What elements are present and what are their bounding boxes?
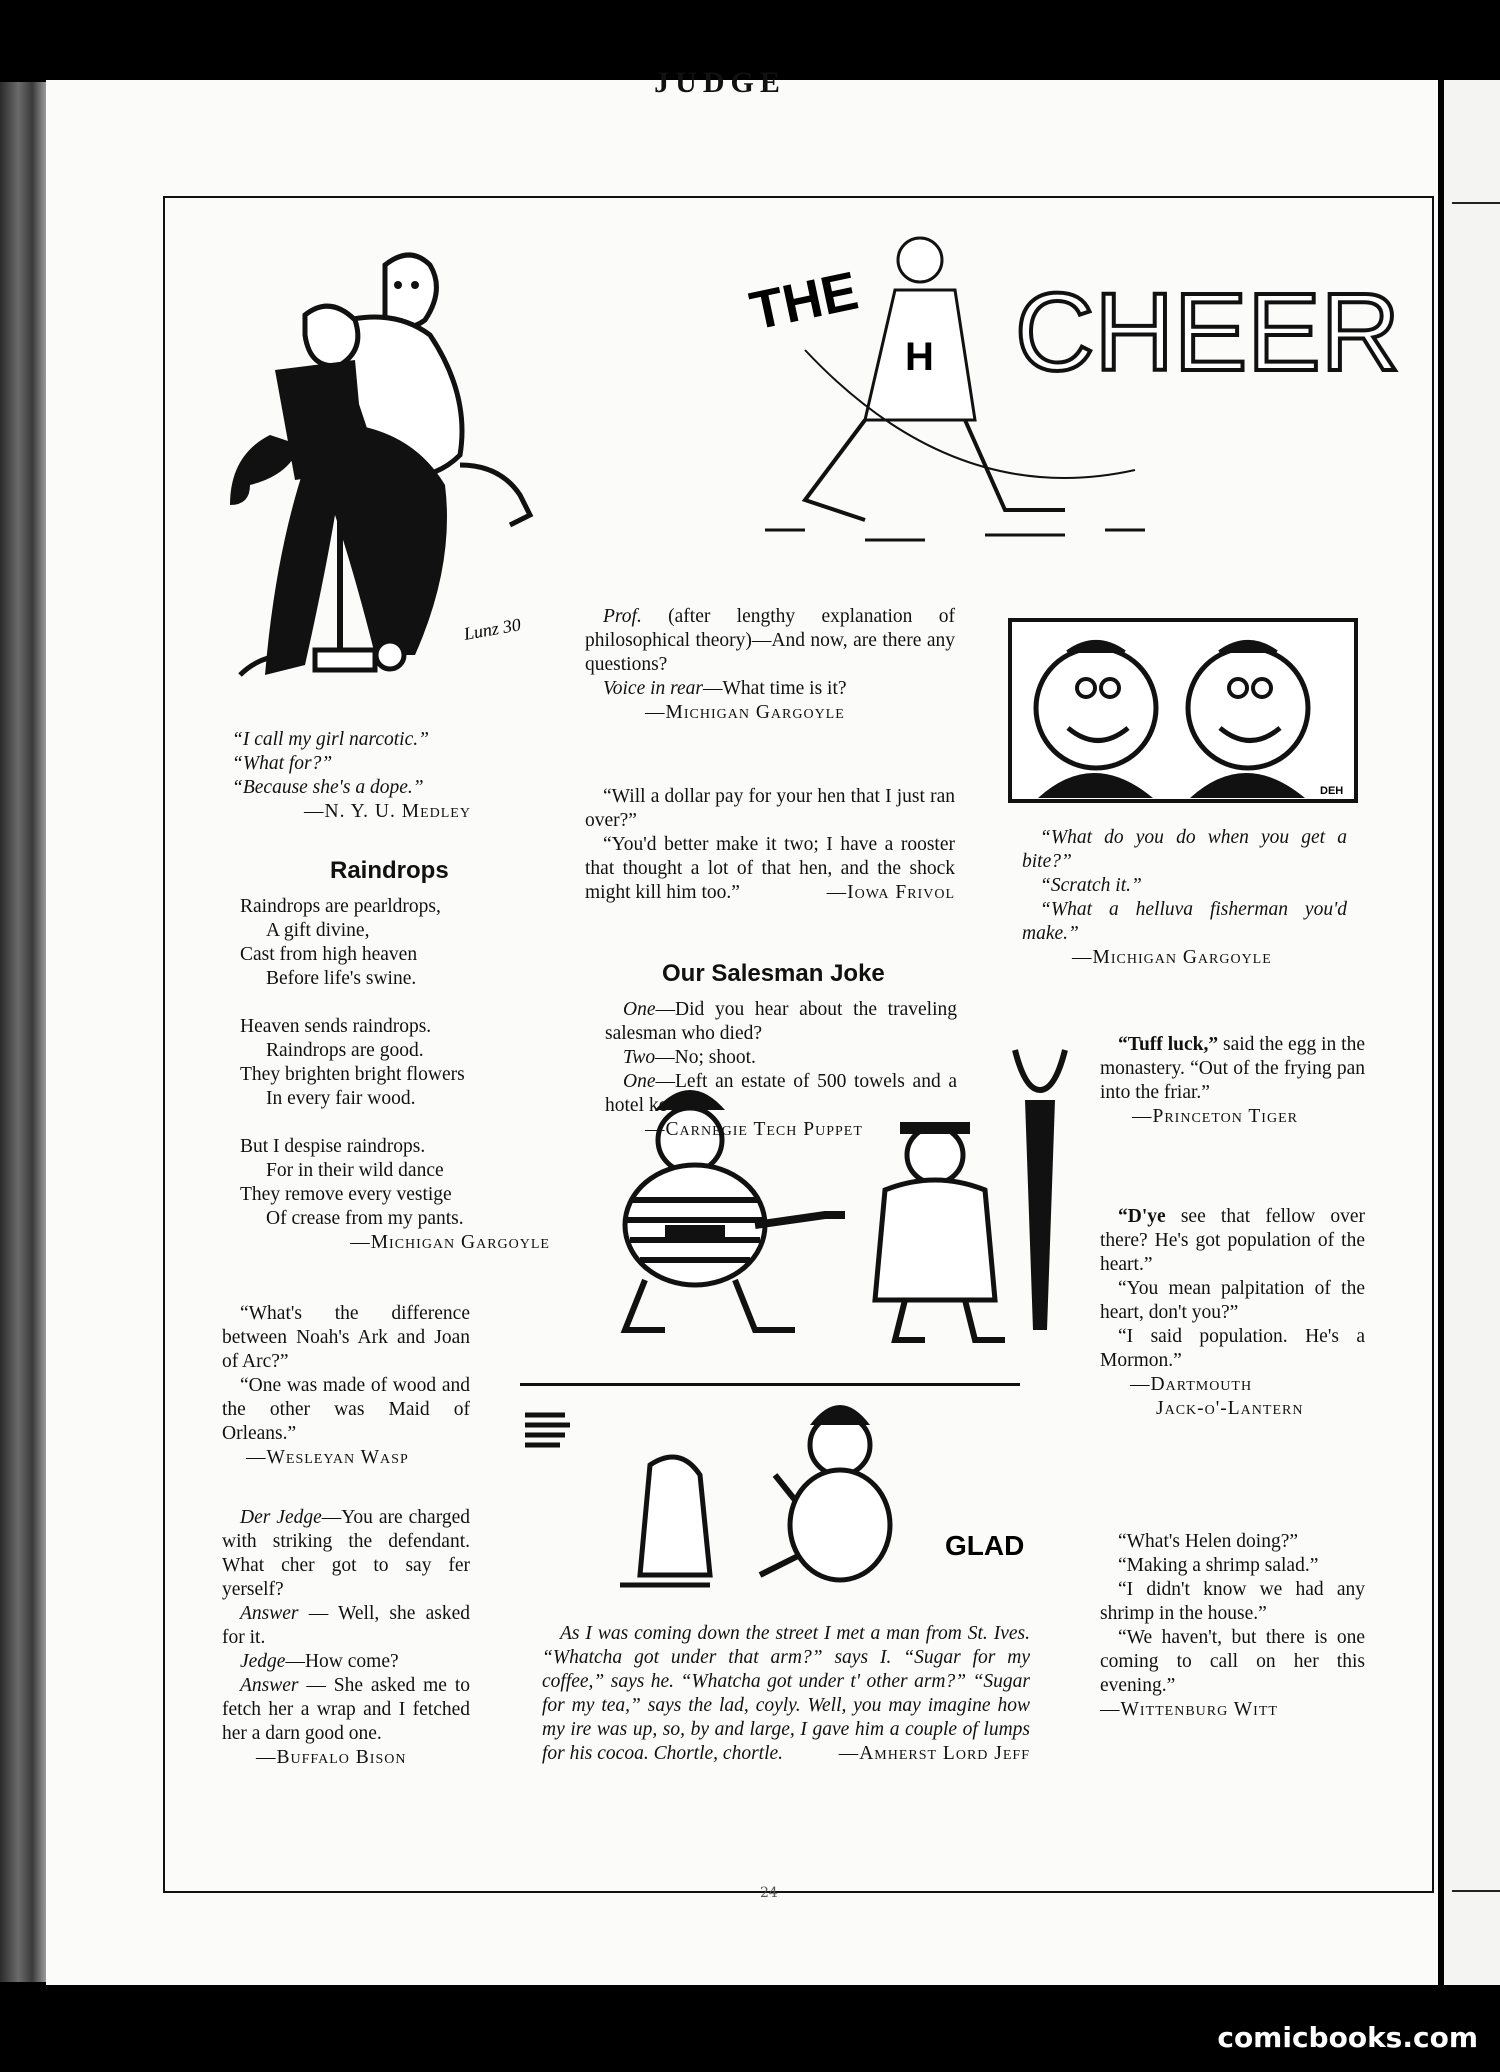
bottom-signature: GLAD [945,1530,1025,1561]
answer-text: — She asked me to fetch her a wrap and I fetched her a darn good one. [222,1675,470,1744]
poem-line: Raindrops are pearldrops, [240,896,441,917]
croquet-cartoon [210,245,570,705]
jedge-speaker: Jedge [240,1651,286,1672]
dollar-joke [585,785,955,905]
bite-line: “Scratch it.” [1040,875,1142,896]
raindrops-poem [240,895,550,1255]
tuff-attribution: —Princeton Tiger [1132,1106,1298,1127]
poem-line: Heaven sends raindrops. [240,1016,432,1037]
bite-joke [1022,826,1347,970]
page-number: 24 [760,1885,778,1901]
helen-attribution: —Wittenburg Witt [1100,1699,1278,1720]
facing-page-edge [1444,80,1500,1985]
narcotic-line: “Because she's a dope.” [232,777,424,798]
helen-text: “What's Helen doing?” [1118,1531,1299,1552]
jedge-speaker: Der Jedge [240,1507,322,1528]
helen-text: “I didn't know we had any shrimp in the house.” [1100,1579,1365,1624]
poem-line: But I despise raindrops. [240,1136,426,1157]
cartoon-divider [520,1383,1020,1386]
masthead: JUDGE [654,66,786,99]
tuff-lead: “Tuff luck,” [1118,1034,1219,1055]
poem-line: Cast from high heaven [240,944,418,965]
noah-question: “What's the difference between Noah's Ark and Joan of Arc?” [222,1303,470,1372]
narcotic-line: “I call my girl narcotic.” [232,729,429,750]
bite-attribution: —Michigan Gargoyle [1072,947,1272,968]
dye-joke [1100,1205,1365,1421]
prof-attribution: —Michigan Gargoyle [645,702,845,723]
prof-joke [585,605,955,725]
answer-speaker: Answer [240,1603,299,1624]
dye-attribution: —Dartmouth [1130,1374,1253,1395]
speaker-two: Two [623,1047,656,1068]
book-binding [0,82,46,1982]
dye-attribution: Jack-o'-Lantern [1156,1398,1304,1419]
noah-attribution: —Wesleyan Wasp [246,1447,409,1468]
twins-signature: DEH [1320,785,1344,797]
line-text: —Did you hear about the traveling salesman who died? [605,999,957,1044]
helen-joke [1100,1530,1365,1722]
dye-lead: “D'ye [1118,1206,1166,1227]
cheer-title-the: THE [745,260,864,342]
poem-line: A gift divine, [266,920,370,941]
dollar-answer: “You'd better make it two; I have a rooster that thought a lot of that hen, and the shock might kill him too.” [585,834,955,903]
cheer-cartoon [745,230,1401,560]
jedge-text: —How come? [285,1651,399,1672]
dye-text: see that fellow over there? He's got population of the heart.” [1100,1206,1365,1275]
voice-speaker: Voice in rear [603,678,704,699]
narcotic-line: “What for?” [232,753,333,774]
prof-text: (after lengthy explanation of philosophical theory)—And now, are there any questions? [585,606,955,675]
salesman-joke [605,998,957,1142]
raindrops-attribution: —Michigan Gargoyle [350,1232,550,1253]
jedge-text: —You are charged with striking the defendant. What cher got to say fer yerself? [222,1507,470,1600]
dollar-question: “Will a dollar pay for your hen that I just ran over?” [585,786,955,831]
answer-speaker: Answer [240,1675,299,1696]
site-watermark: comicbooks.com [1217,2021,1478,2054]
dollar-attribution: —Iowa Frivol [826,882,955,903]
policeman-cartoon [520,1405,1035,1610]
poem-line: They brighten bright flowers [240,1064,465,1085]
noah-answer: “One was made of wood and the other was Maid of Orleans.” [222,1375,470,1444]
jedge-attribution: —Buffalo Bison [256,1747,407,1768]
speaker-one: One [623,999,656,1020]
helen-text: “We haven't, but there is one coming to call on her this evening.” [1100,1627,1365,1696]
line-text: —Left an estate of 500 towels and a hotel key. [605,1071,957,1116]
speaker-one: One [623,1071,656,1092]
jedge-joke [222,1506,470,1770]
croquet-signature: Lunz 30 [462,614,523,644]
voice-text: —What time is it? [703,678,847,699]
dye-text: “You mean palpitation of the heart, don't you?” [1100,1278,1365,1323]
salesman-attribution: —Carnegie Tech Puppet [645,1119,863,1140]
st-ives-joke [542,1622,1030,1766]
poem-line: They remove every vestige [240,1184,452,1205]
cheer-title-cheer: CHEER [1015,271,1401,394]
dye-text: “I said population. He's a Mormon.” [1100,1326,1365,1371]
poem-line: Before life's swine. [266,968,417,989]
narcotic-joke [232,728,532,824]
twins-cartoon [1008,618,1358,803]
tuff-joke [1100,1033,1365,1129]
prof-speaker: Prof. [603,606,642,627]
st-ives-attribution: —Amherst Lord Jeff [838,1743,1030,1764]
answer-text: — Well, she asked for it. [222,1603,470,1648]
bite-line: “What a helluva fisherman you'd make.” [1022,899,1347,944]
cheer-letter: H [905,335,934,379]
st-ives-text: As I was coming down the street I met a man from St. Ives. “Whatcha got under that arm?” says I. “Sugar for my coffee,” says he. “Whatcha got under t' other arm?” “Sugar for my tea,” says the lad, coyly. Well, you may imagine how my ire was up, so, by and large, I gave him a couple of lumps for his cocoa. Chortle, chortle. [542,1623,1030,1764]
line-text: —No; shoot. [655,1047,756,1068]
poem-line: Raindrops are good. [266,1040,424,1061]
tuff-text: said the egg in the monastery. “Out of the frying pan into the friar.” [1100,1034,1365,1103]
poem-line: For in their wild dance [266,1160,444,1181]
poem-line: In every fair wood. [266,1088,416,1109]
salesman-title: Our Salesman Joke [662,960,885,987]
helen-text: “Making a shrimp salad.” [1118,1555,1319,1576]
poem-line: Of crease from my pants. [266,1208,464,1229]
bite-line: “What do you do when you get a bite?” [1022,827,1347,872]
narcotic-attribution: —N. Y. U. Medley [304,801,471,822]
raindrops-title: Raindrops [330,857,449,884]
noah-joke [222,1302,470,1470]
